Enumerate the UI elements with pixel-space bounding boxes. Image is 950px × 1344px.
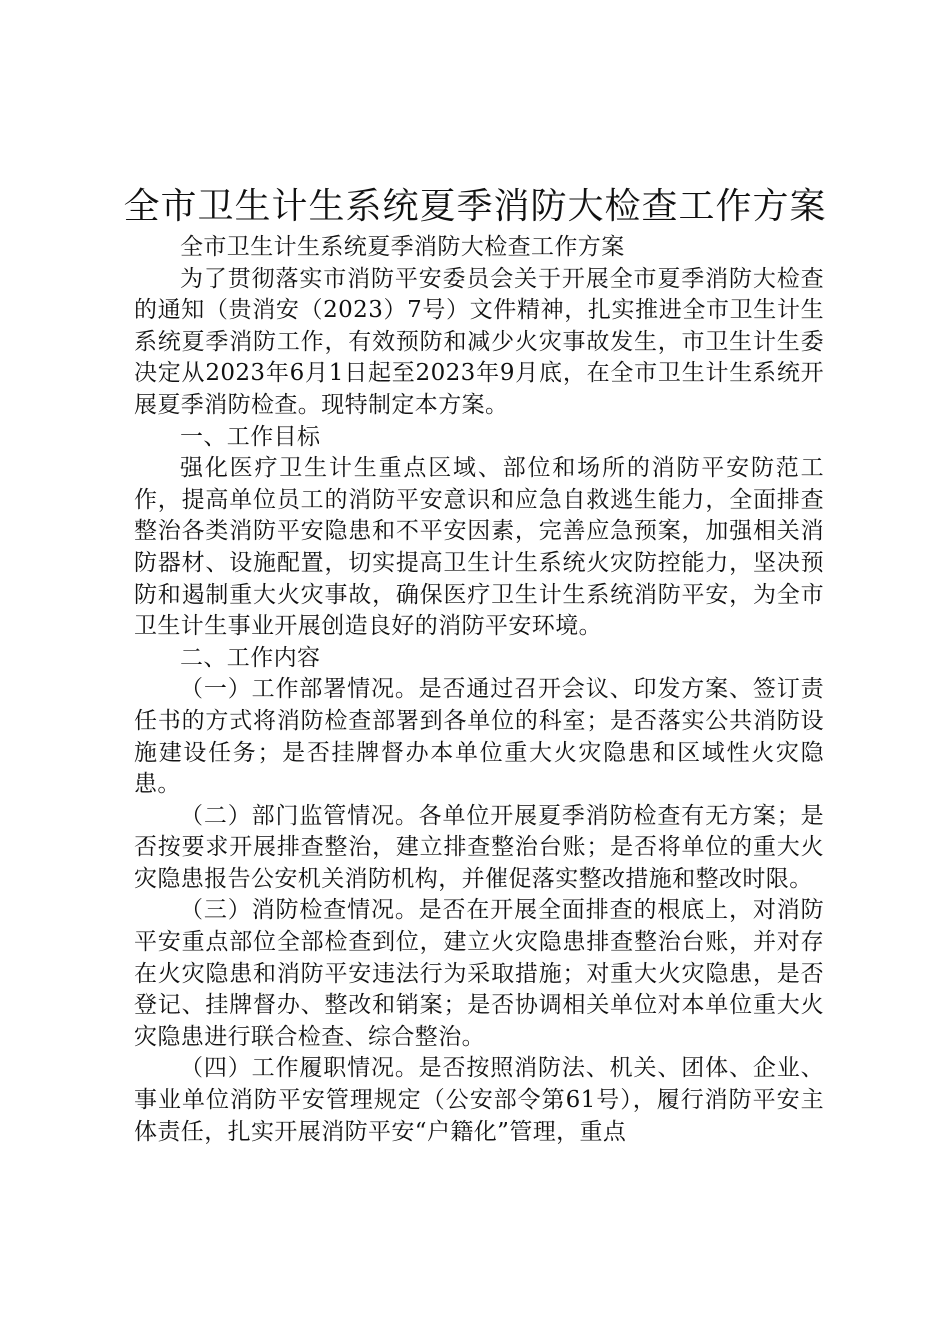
paragraph-intro: 为了贯彻落实市消防平安委员会关于开展全市夏季消防大检查的通知（贵消安（2023）7号）文件精神，扎实推进全市卫生计生系统夏季消防工作，有效预防和减少火灾事故发生，市卫生计生委决定从2023年6月1日起至2023年9月底，在全市卫生计生系统开展夏季消防检查。现特制定本方案。 (134, 265, 824, 418)
paragraph-item-2: （二）部门监管情况。各单位开展夏季消防检查有无方案；是否按要求开展排查整治，建立排查整治台账；是否将单位的重大火灾隐患报告公安机关消防机构，并催促落实整改措施和整改时限。 (134, 802, 824, 892)
paragraph-item-3: （三）消防检查情况。是否在开展全面排查的根底上，对消防平安重点部位全部检查到位，建立火灾隐患排查整治台账，并对存在火灾隐患和消防平安违法行为采取措施；对重大火灾隐患，是否登记、挂牌督办、整改和销案；是否协调相关单位对本单位重大火灾隐患进行联合检查、综合整治。 (134, 897, 824, 1050)
document-title: 全市卫生计生系统夏季消防大检查工作方案 (123, 186, 827, 227)
paragraph-subtitle: 全市卫生计生系统夏季消防大检查工作方案 (180, 234, 625, 260)
paragraph-item-4: （四）工作履职情况。是否按照消防法、机关、团体、企业、事业单位消防平安管理规定（公安部令第61号），履行消防平安主体责任，扎实开展消防平安“户籍化”管理，重点 (134, 1055, 824, 1145)
section-heading-goals: 一、工作目标 (180, 423, 321, 450)
section-heading-content: 二、工作内容 (180, 644, 321, 671)
paragraph-goals: 强化医疗卫生计生重点区域、部位和场所的消防平安防范工作，提高单位员工的消防平安意识和应急自救逃生能力，全面排查整治各类消防平安隐患和不平安因素，完善应急预案，加强相关消防器材、设施配置，切实提高卫生计生系统火灾防控能力，坚决预防和遏制重大火灾事故，确保医疗卫生计生系统消防平安，为全市卫生计生事业开展创造良好的消防平安环境。 (134, 455, 824, 640)
paragraph-item-1: （一）工作部署情况。是否通过召开会议、印发方案、签订责任书的方式将消防检查部署到各单位的科室；是否落实公共消防设施建设任务；是否挂牌督办本单位重大火灾隐患和区域性火灾隐患。 (134, 676, 824, 798)
document-body (134, 232, 824, 1148)
